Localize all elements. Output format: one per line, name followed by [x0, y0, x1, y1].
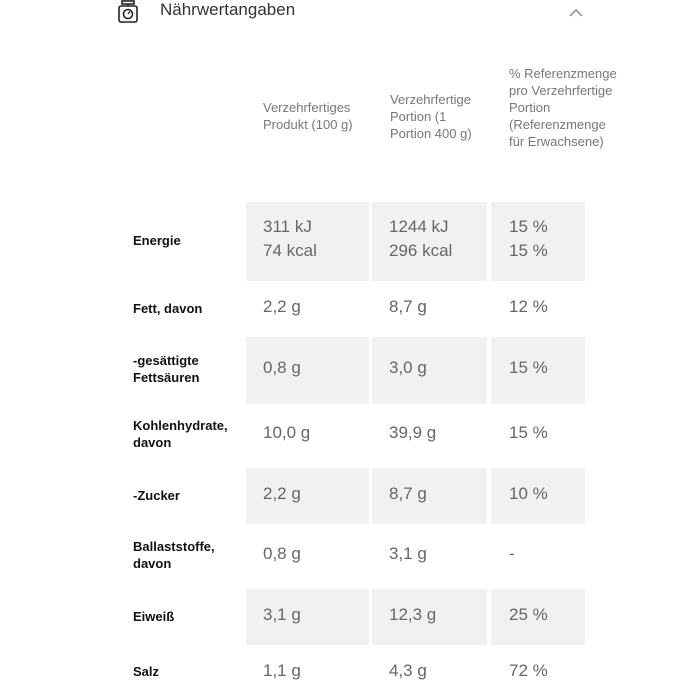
- value-fat-portion: 8,7 g: [389, 297, 427, 316]
- section-title: Nährwertangaben: [160, 0, 296, 19]
- value-energy-kj-portion: 1244 kJ: [389, 217, 449, 236]
- value-salt-reference: 72 %: [509, 661, 548, 680]
- value-energy-kj-100g: 311 kJ: [263, 217, 312, 236]
- value-carbohydrates-reference: 15 %: [509, 423, 548, 442]
- value-sugar-100g: 2,2 g: [263, 484, 301, 503]
- row-label-saturated-fat: -gesättigte Fettsäuren: [133, 353, 200, 385]
- value-saturated-fat-portion: 3,0 g: [389, 358, 427, 377]
- value-protein-100g: 3,1 g: [263, 605, 301, 624]
- column-header-100g: Verzehrfertiges Produkt (100 g): [263, 100, 353, 132]
- value-salt-portion: 4,3 g: [389, 661, 427, 680]
- value-fiber-100g: 0,8 g: [263, 544, 301, 563]
- value-fiber-reference: -: [509, 544, 515, 563]
- row-label-energy: Energie: [133, 233, 181, 248]
- row-label-carbohydrates: Kohlenhydrate, davon: [133, 418, 228, 450]
- value-protein-reference: 25 %: [509, 605, 548, 624]
- value-energy-kcal-reference: 15 %: [509, 241, 548, 260]
- value-saturated-fat-100g: 0,8 g: [263, 358, 301, 377]
- row-label-fat: Fett, davon: [133, 301, 203, 316]
- column-header-portion: Verzehrfertige Portion (1 Portion 400 g): [390, 92, 472, 141]
- value-carbohydrates-portion: 39,9 g: [389, 423, 437, 442]
- scale-icon: [117, 0, 139, 23]
- value-energy-kcal-100g: 74 kcal: [263, 241, 317, 260]
- value-fat-100g: 2,2 g: [263, 297, 301, 316]
- value-energy-kj-reference: 15 %: [509, 217, 548, 236]
- section-header[interactable]: [117, 0, 585, 24]
- value-fiber-portion: 3,1 g: [389, 544, 427, 563]
- value-carbohydrates-100g: 10,0 g: [263, 423, 311, 442]
- column-header-reference: % Referenzmenge pro Verzehrfertige Portion (Referenzmenge für Erwachsene): [509, 66, 617, 149]
- nutrition-panel: [117, 0, 617, 700]
- chevron-up-icon[interactable]: [569, 5, 583, 15]
- row-label-salt: Salz: [133, 664, 160, 679]
- value-protein-portion: 12,3 g: [389, 605, 437, 624]
- value-fat-reference: 12 %: [509, 297, 548, 316]
- row-label-protein: Eiweiß: [133, 609, 175, 624]
- value-sugar-portion: 8,7 g: [389, 484, 427, 503]
- row-label-sugar: -Zucker: [133, 488, 180, 503]
- value-sugar-reference: 10 %: [509, 484, 548, 503]
- value-energy-kcal-portion: 296 kcal: [389, 241, 453, 260]
- value-salt-100g: 1,1 g: [263, 661, 301, 680]
- value-saturated-fat-reference: 15 %: [509, 358, 548, 377]
- row-label-fiber: Ballaststoffe, davon: [133, 539, 215, 571]
